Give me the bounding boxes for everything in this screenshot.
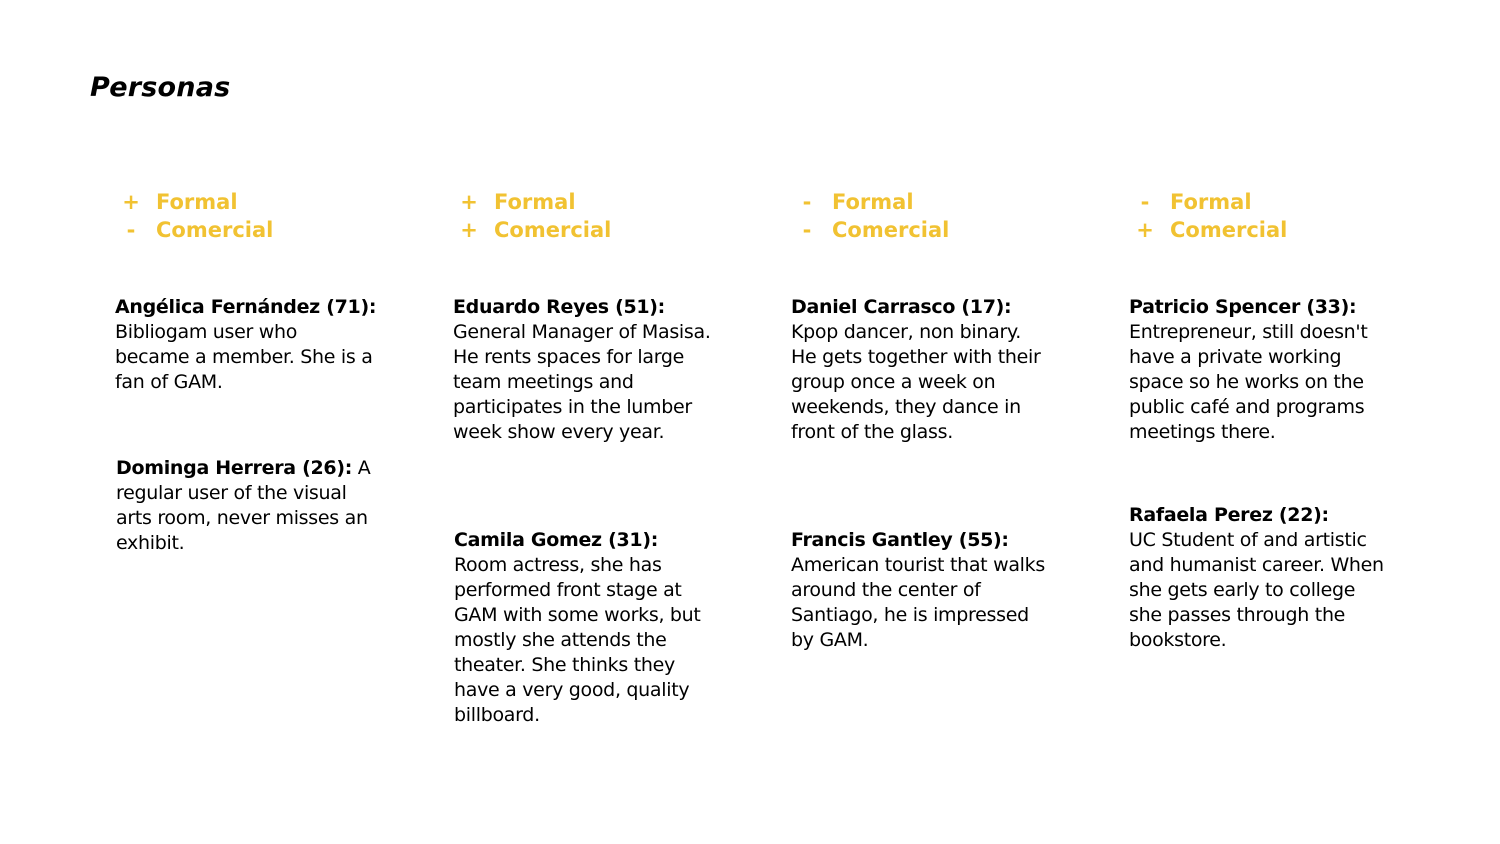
formal-sign: - bbox=[802, 190, 812, 214]
axis-row-comercial bbox=[1120, 216, 1287, 244]
persona-patricio bbox=[1129, 295, 1368, 445]
persona-camila bbox=[454, 528, 701, 728]
persona-desc-line: by GAM. bbox=[791, 629, 869, 651]
persona-desc-line: became a member. She is a bbox=[115, 346, 373, 368]
persona-rafaela bbox=[1129, 503, 1384, 653]
persona-desc-line: group once a week on bbox=[791, 371, 996, 393]
axis-legend-col2 bbox=[444, 188, 611, 244]
persona-desc-inline: A bbox=[352, 457, 371, 479]
persona-name: Daniel Carrasco (17): bbox=[791, 296, 1012, 318]
persona-desc-line: Entrepreneur, still doesn't bbox=[1129, 321, 1368, 343]
axis-legend-col1 bbox=[106, 188, 273, 244]
persona-desc-line: American tourist that walks bbox=[791, 554, 1045, 576]
axis-legend-col3 bbox=[782, 188, 949, 244]
axis-row-comercial bbox=[782, 216, 949, 244]
comercial-label: Comercial bbox=[494, 218, 612, 242]
persona-desc-line: meetings there. bbox=[1129, 421, 1276, 443]
persona-name: Francis Gantley (55): bbox=[791, 529, 1009, 551]
persona-desc-line: weekends, they dance in bbox=[791, 396, 1021, 418]
formal-sign: - bbox=[1140, 190, 1150, 214]
persona-francis bbox=[791, 528, 1045, 653]
persona-desc-line: she gets early to college bbox=[1129, 579, 1356, 601]
persona-name: Eduardo Reyes (51): bbox=[453, 296, 665, 318]
persona-desc-line: mostly she attends the bbox=[454, 629, 667, 651]
persona-desc-line: arts room, never misses an bbox=[116, 507, 368, 529]
comercial-sign: - bbox=[126, 218, 136, 242]
persona-name: Rafaela Perez (22): bbox=[1129, 504, 1329, 526]
persona-desc-line: Kpop dancer, non binary. bbox=[791, 321, 1021, 343]
persona-name-row bbox=[116, 456, 370, 481]
persona-angelica bbox=[115, 295, 376, 395]
axis-legend-col4 bbox=[1120, 188, 1287, 244]
formal-label: Formal bbox=[1170, 190, 1252, 214]
persona-desc-line: front of the glass. bbox=[791, 421, 953, 443]
persona-desc-line: Santiago, he is impressed bbox=[791, 604, 1029, 626]
comercial-sign: + bbox=[1136, 218, 1154, 242]
persona-desc-line: He gets together with their bbox=[791, 346, 1041, 368]
axis-row-formal bbox=[1120, 188, 1287, 216]
persona-name: Angélica Fernández (71): bbox=[115, 296, 377, 318]
persona-desc-line: GAM with some works, but bbox=[454, 604, 701, 626]
axis-row-comercial bbox=[106, 216, 273, 244]
persona-desc-line: billboard. bbox=[454, 704, 540, 726]
persona-desc-line: and humanist career. When bbox=[1129, 554, 1384, 576]
persona-desc-line: UC Student of and artistic bbox=[1129, 529, 1367, 551]
persona-desc-line: General Manager of Masisa. bbox=[453, 321, 711, 343]
formal-sign: + bbox=[460, 190, 478, 214]
persona-desc-line: public café and programs bbox=[1129, 396, 1365, 418]
comercial-label: Comercial bbox=[156, 218, 274, 242]
comercial-sign: - bbox=[802, 218, 812, 242]
formal-label: Formal bbox=[832, 190, 914, 214]
persona-desc-line: space so he works on the bbox=[1129, 371, 1364, 393]
axis-row-formal bbox=[782, 188, 949, 216]
persona-daniel bbox=[791, 295, 1041, 445]
persona-desc-line: Bibliogam user who bbox=[115, 321, 298, 343]
persona-desc-line: fan of GAM. bbox=[115, 371, 223, 393]
page-title: Personas bbox=[90, 72, 231, 103]
persona-desc-line: have a very good, quality bbox=[454, 679, 690, 701]
persona-desc-line: Room actress, she has bbox=[454, 554, 662, 576]
axis-row-formal bbox=[444, 188, 611, 216]
formal-label: Formal bbox=[494, 190, 576, 214]
axis-row-formal bbox=[106, 188, 273, 216]
formal-label: Formal bbox=[156, 190, 238, 214]
persona-eduardo bbox=[453, 295, 711, 445]
persona-name: Camila Gomez (31): bbox=[454, 529, 659, 551]
persona-desc-line: exhibit. bbox=[116, 532, 185, 554]
persona-desc-line: week show every year. bbox=[453, 421, 665, 443]
persona-name: Dominga Herrera (26): bbox=[116, 457, 353, 479]
comercial-sign: + bbox=[460, 218, 478, 242]
persona-desc-line: have a private working bbox=[1129, 346, 1342, 368]
persona-desc-line: around the center of bbox=[791, 579, 981, 601]
persona-desc-line: participates in the lumber bbox=[453, 396, 692, 418]
persona-desc-line: regular user of the visual bbox=[116, 482, 347, 504]
comercial-label: Comercial bbox=[1170, 218, 1288, 242]
persona-desc-line: she passes through the bbox=[1129, 604, 1346, 626]
persona-desc-line: team meetings and bbox=[453, 371, 634, 393]
persona-name: Patricio Spencer (33): bbox=[1129, 296, 1357, 318]
comercial-label: Comercial bbox=[832, 218, 950, 242]
persona-dominga bbox=[116, 456, 370, 556]
persona-desc-line: bookstore. bbox=[1129, 629, 1227, 651]
axis-row-comercial bbox=[444, 216, 611, 244]
persona-desc-line: performed front stage at bbox=[454, 579, 682, 601]
persona-desc-line: He rents spaces for large bbox=[453, 346, 685, 368]
persona-desc-line: theater. She thinks they bbox=[454, 654, 675, 676]
formal-sign: + bbox=[122, 190, 140, 214]
